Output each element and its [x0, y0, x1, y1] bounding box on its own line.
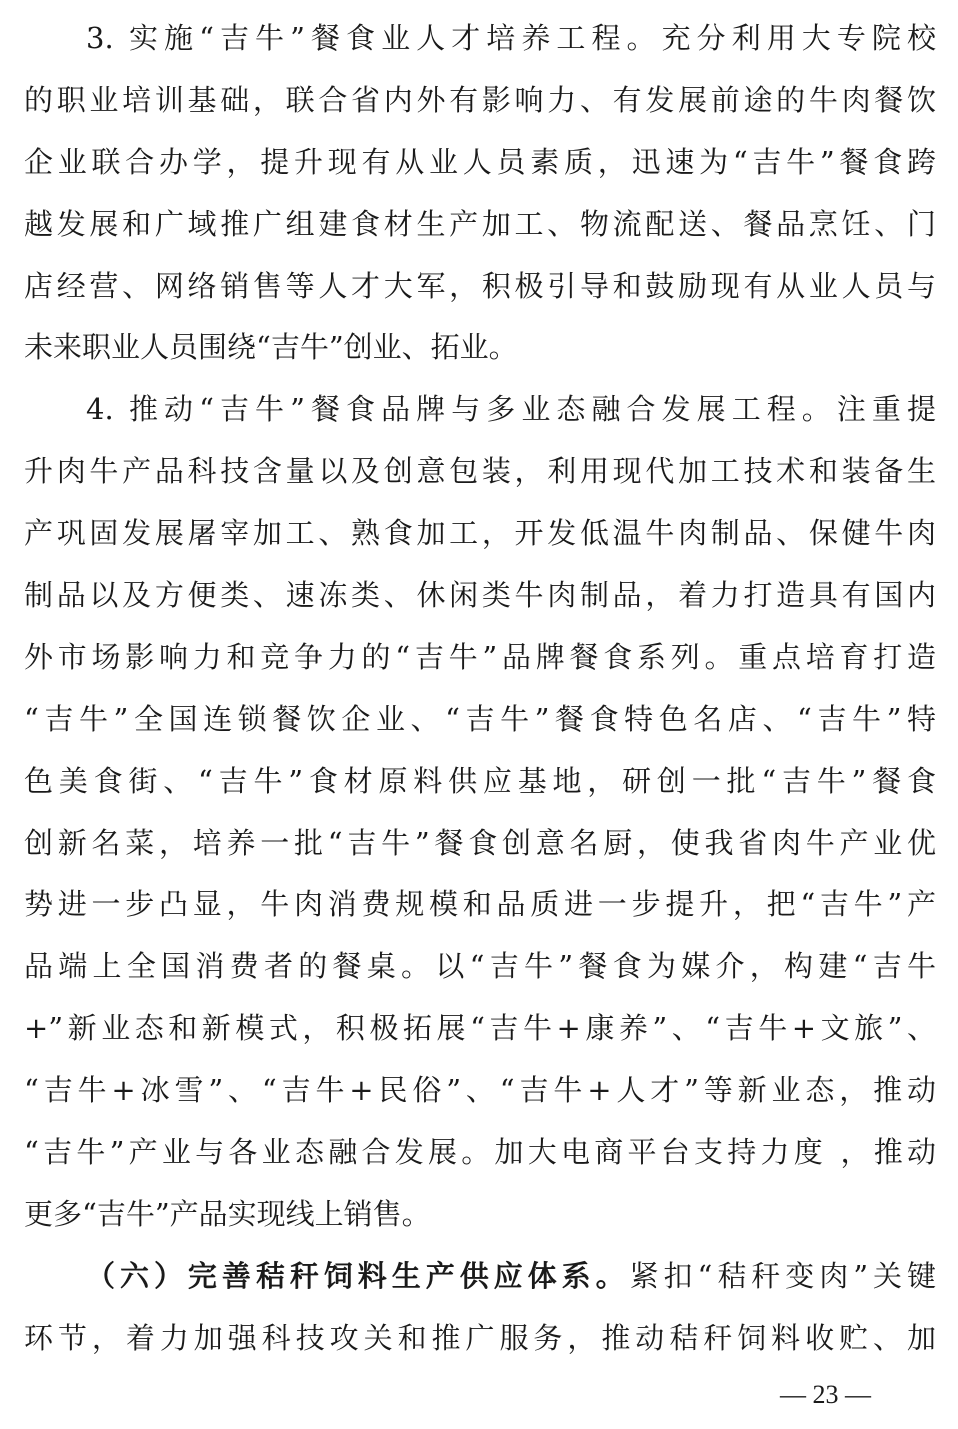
text-line: 越发展和广域推广组建食材生产加工、物流配送、餐品烹饪、门: [24, 206, 936, 241]
text-line: +”新业态和新模式，积极拓展“吉牛+康养”、“吉牛+文旅”、: [24, 1011, 936, 1046]
text-line: 4. 推动“吉牛”餐食品牌与多业态融合发展工程。注重提: [86, 392, 936, 427]
page-number: — 23 —: [780, 1380, 871, 1409]
text-line: 色美食街、“吉牛”食材原料供应基地，研创一批“吉牛”餐食: [24, 763, 936, 798]
section-heading: （六）完善秸秆饲料生产供应体系。: [86, 1258, 630, 1293]
paragraph-brand-integration: [24, 379, 936, 1245]
text-line: “吉牛”产业与各业态融合发展。加大电商平台支持力度 ，推动: [24, 1135, 936, 1170]
paragraph-straw-feed: [24, 1246, 936, 1370]
text-line: [24, 1246, 936, 1308]
text-line: 店经营、网络销售等人才大军，积极引导和鼓励现有从业人员与: [24, 268, 936, 303]
text-line: 更多“吉牛”产品实现线上销售。: [24, 1196, 431, 1231]
text-line: 产巩固发展屠宰加工、熟食加工，开发低温牛肉制品、保健牛肉: [24, 516, 936, 551]
text-line: 势进一步凸显，牛肉消费规模和品质进一步提升，把“吉牛”产: [24, 887, 936, 922]
text-line: 外市场影响力和竞争力的“吉牛”品牌餐食系列。重点培育打造: [24, 639, 936, 674]
text-line: 的职业培训基础，联合省内外有影响力、有发展前途的牛肉餐饮: [24, 82, 936, 117]
paragraph-talent-project: [24, 8, 936, 379]
text-line: 3. 实施“吉牛”餐食业人才培养工程。充分利用大专院校: [86, 21, 936, 55]
text-line: 升肉牛产品科技含量以及创意包装，利用现代加工技术和装备生: [24, 454, 936, 489]
text-line: 创新名菜，培养一批“吉牛”餐食创意名厨，使我省肉牛产业优: [24, 825, 936, 860]
text-line: 未来职业人员围绕“吉牛”创业、拓业。: [24, 330, 518, 365]
text-line: 企业联合办学，提升现有从业人员素质，迅速为“吉牛”餐食跨: [24, 144, 936, 179]
text-line: “吉牛+冰雪”、“吉牛+民俗”、“吉牛+人才”等新业态，推动: [24, 1073, 936, 1108]
section-heading-rest: 紧扣“秸秆变肉”关键: [629, 1258, 936, 1293]
text-line: “吉牛”全国连锁餐饮企业、“吉牛”餐食特色名店、“吉牛”特: [24, 701, 936, 736]
text-line: 环节，着力加强科技攻关和推广服务，推动秸秆饲料收贮、加: [24, 1320, 936, 1355]
document-page: [24, 8, 936, 1370]
text-line: 制品以及方便类、速冻类、休闲类牛肉制品，着力打造具有国内: [24, 578, 936, 613]
text-line: 品端上全国消费者的餐桌。以“吉牛”餐食为媒介，构建“吉牛: [24, 949, 936, 984]
